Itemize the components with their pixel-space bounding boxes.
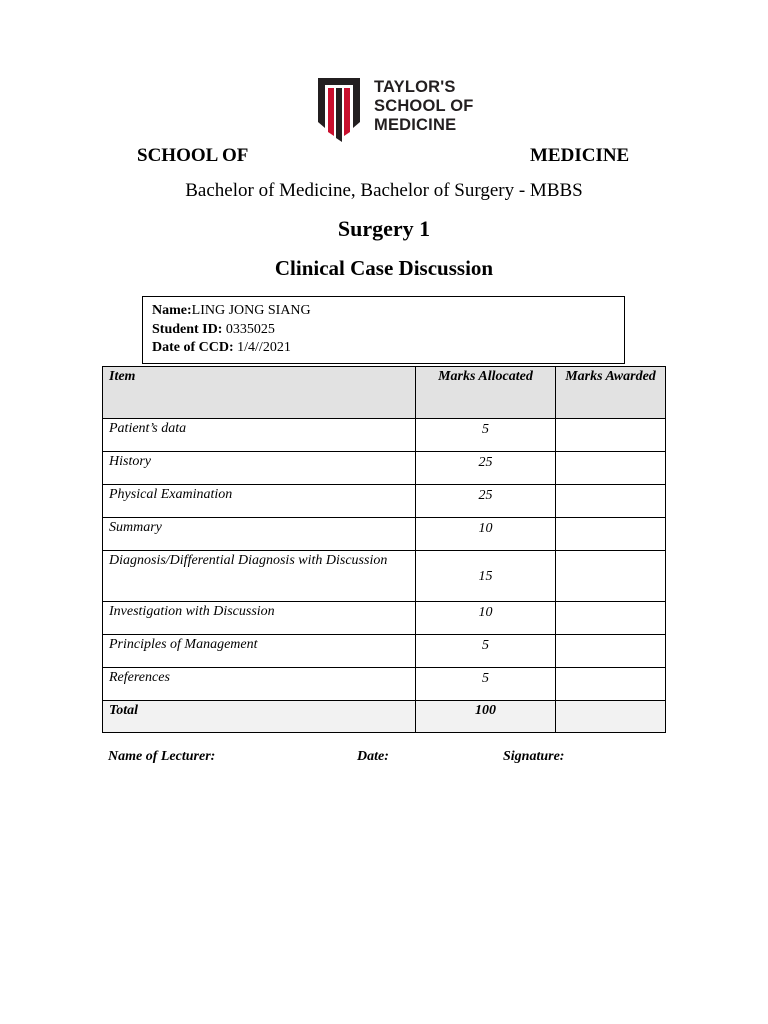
- total-awarded: [556, 701, 666, 733]
- row-allocated: 5: [416, 419, 556, 452]
- table-row: [103, 635, 666, 668]
- marks-table: [102, 366, 666, 733]
- school-logo: [316, 76, 476, 144]
- school-heading-right: MEDICINE: [530, 145, 630, 166]
- logo-line-1: TAYLOR'S: [374, 78, 456, 96]
- row-item: References: [103, 668, 416, 701]
- row-item: Summary: [103, 518, 416, 551]
- header-marks-allocated: Marks Allocated: [416, 367, 556, 419]
- row-item: Investigation with Discussion: [103, 602, 416, 635]
- row-awarded: [556, 419, 666, 452]
- row-allocated: 25: [416, 452, 556, 485]
- student-info-box: [142, 296, 625, 364]
- row-allocated: 15: [416, 551, 556, 602]
- taylors-crest-icon: [316, 76, 364, 144]
- row-awarded: [556, 668, 666, 701]
- row-item: Diagnosis/Differential Diagnosis with Discussion: [103, 551, 416, 602]
- row-allocated: 5: [416, 635, 556, 668]
- table-row: [103, 419, 666, 452]
- header-marks-awarded: Marks Awarded: [556, 367, 666, 419]
- document-title: Clinical Case Discussion: [274, 256, 494, 280]
- table-row: [103, 452, 666, 485]
- row-awarded: [556, 452, 666, 485]
- student-id-line: [152, 321, 624, 340]
- logo-line-3: MEDICINE: [374, 116, 457, 134]
- row-item: Physical Examination: [103, 485, 416, 518]
- row-item: History: [103, 452, 416, 485]
- lecturer-name-label: Name of Lecturer:: [108, 749, 216, 764]
- ccd-date: 1/4//2021: [237, 340, 291, 355]
- course-title: Surgery 1: [337, 216, 431, 241]
- ccd-date-line: [152, 339, 624, 358]
- table-row: [103, 668, 666, 701]
- table-row: [103, 602, 666, 635]
- total-label: Total: [103, 701, 416, 733]
- row-allocated: 5: [416, 668, 556, 701]
- row-allocated: 10: [416, 602, 556, 635]
- student-id: 0335025: [225, 321, 275, 337]
- row-awarded: [556, 602, 666, 635]
- table-row: [103, 551, 666, 602]
- table-header-row: [103, 367, 666, 419]
- row-allocated: 10: [416, 518, 556, 551]
- student-name-line: [152, 302, 624, 321]
- header-item: Item: [103, 367, 416, 419]
- row-item: Principles of Management: [103, 635, 416, 668]
- degree-title: Bachelor of Medicine, Bachelor of Surgery - MBBS: [185, 180, 583, 201]
- table-total-row: [103, 701, 666, 733]
- row-item: Patient’s data: [103, 419, 416, 452]
- table-row: [103, 518, 666, 551]
- logo-wordmark: [374, 78, 474, 135]
- table-row: [103, 485, 666, 518]
- name-label: Name:: [152, 303, 192, 318]
- date-label: Date:: [357, 749, 389, 764]
- total-allocated: 100: [416, 701, 556, 733]
- logo-line-2: SCHOOL OF: [374, 97, 474, 115]
- row-allocated: 25: [416, 485, 556, 518]
- student-id-label: Student ID:: [152, 321, 223, 337]
- row-awarded: [556, 551, 666, 602]
- school-heading-left: SCHOOL OF: [137, 145, 249, 166]
- signature-label: Signature:: [503, 749, 565, 764]
- row-awarded: [556, 635, 666, 668]
- student-name: LING JONG SIANG: [191, 303, 311, 318]
- row-awarded: [556, 518, 666, 551]
- ccd-date-label: Date of CCD:: [152, 340, 234, 355]
- row-awarded: [556, 485, 666, 518]
